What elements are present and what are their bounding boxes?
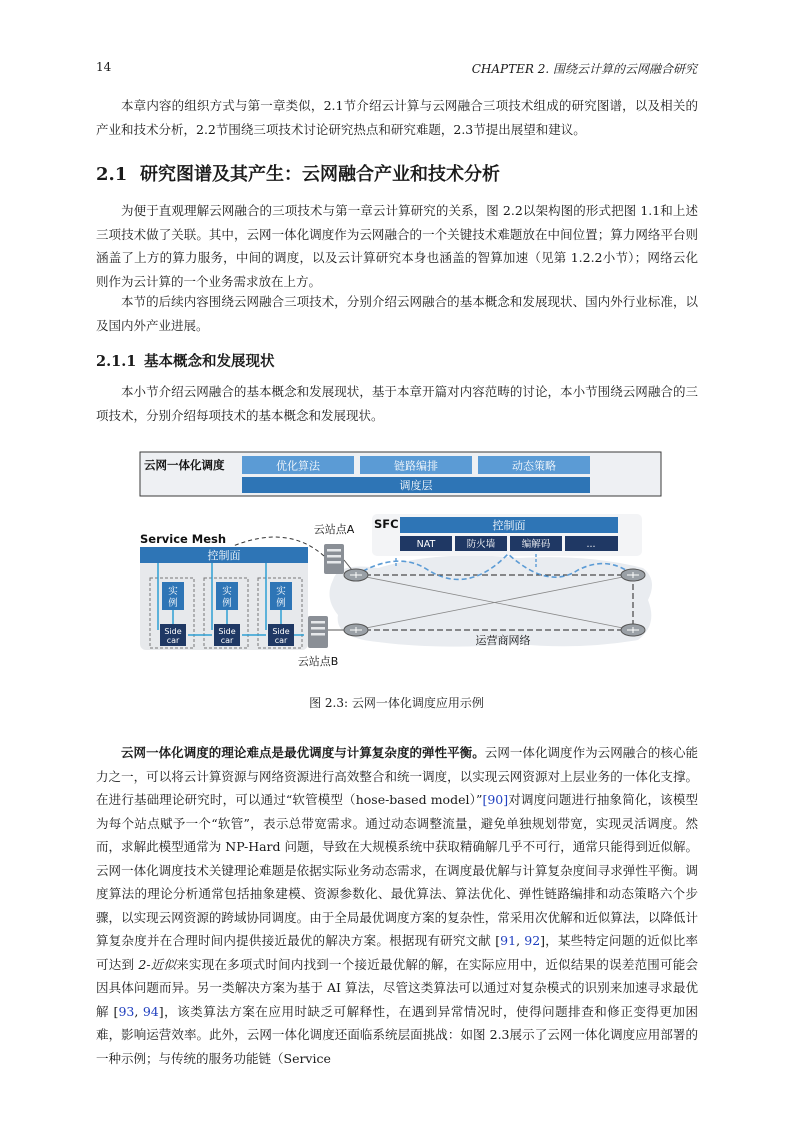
sfc-more-label: ... [586, 539, 596, 550]
server-b-icon [308, 616, 328, 648]
sfc-codec-label: 编解码 [521, 539, 551, 550]
citation-separator-2: , [134, 1003, 143, 1019]
router-icon-1 [344, 569, 368, 581]
top-box-3-label: 动态策略 [512, 459, 556, 473]
section-number: 2.1 [96, 164, 128, 185]
body-text-3: ，某些特定问题的近似比率可达到 [96, 933, 698, 972]
top-box-2-label: 链路编排 [394, 459, 438, 473]
router-icon-2 [621, 569, 645, 581]
section-heading [96, 160, 500, 186]
subsection-title: 基本概念和发展现状 [144, 353, 275, 370]
subsection-paragraph: 本小节介绍云网融合的基本概念和发展现状，基于本章开篇对内容范畴的讨论，本小节围绕云网融合的三项技术，分别介绍每项技术的基本概念和发展现状。 [96, 384, 698, 423]
network-cloud [329, 556, 652, 647]
server-a-icon [324, 544, 344, 574]
subsection-number: 2.1.1 [96, 353, 137, 370]
sfc-firewall-label: 防火墙 [466, 539, 496, 550]
service-mesh-title: Service Mesh [140, 532, 227, 546]
operator-network-label: 运营商网络 [475, 634, 531, 647]
section-title: 研究图谱及其产生：云网融合产业和技术分析 [140, 164, 500, 185]
citation-93[interactable]: 93 [118, 1003, 135, 1019]
body-text-4: 来实现在多项式时间内找到一个接近最优解的解，在实际应用中，近似结果的误差范围可能会因具体问题而异。另一类解决方案为基于 AI 算法，尽管这类算法可以通过对复杂模式的识别来加速寻求最优解 [96, 956, 698, 1019]
site-b-label: 云站点B [297, 655, 339, 668]
instance-3-label-a: 实 [276, 586, 286, 597]
sfc-title: SFC [374, 517, 399, 531]
chapter-title: CHAPTER 2. 围绕云计算的云网融合研究 [471, 62, 697, 76]
instance-2-label-a: 实 [222, 586, 232, 597]
sfc-control-plane-label: 控制面 [492, 519, 526, 532]
sfc-nat-label: NAT [416, 539, 436, 550]
scheduler-title: 云网一体化调度 [144, 458, 225, 472]
body-text-approx: 2-近似 [138, 956, 177, 972]
subsection-heading [96, 350, 275, 371]
body-paragraph: 云网一体化调度的理论难点是最优调度与计算复杂度的弹性平衡。云网一体化调度作为云网融合的核心能力之一，可以将云计算资源与网络资源进行高效整合和统一调度，以实现云网资源对上层业务的一体化支撑。在进行基础理论研究时，可以通过“软管模型（hose-based model）”[90]对调度问题进行抽象简化，该模型为每个站点赋予一个“软管”，表示总带宽需求。通过动态调整流量，避免单独规划带宽，实现灵活调度。然而，求解此模型通常为 NP-Hard 问题，导致在大规模系统中获取精确解几乎不可行，通常只能得到近似解。云网一体化调度技术关键理论难题是依据实际业务动态需求，在调度最优解与计算复杂度间寻求弹性平衡。调度算法的理论分析通常包括抽象建模、资源参数化、最优算法、算法优化、弹性链路编排和动态策略六个步骤，以实现云网资源的跨域协同调度。由于全局最优调度方案的复杂性，常采用次优解和近似算法，以降低计算复杂度并在合理时间内提供接近最优的解决方案。根据现有研究文献 [91, 92]，某些特定问题的近似比率可达到 2-近似来实现在多项式时间内找到一个接近最优解的解，在实际应用中，近似结果的误差范围可能会因具体问题而异。另一类解决方案为基于 AI 算法，尽管这类算法可以通过对复杂模式的识别来加速寻求最优解 [93, 94]，该类算法方案在应用时缺乏可解释性，在遇到异常情况时，使得问题排查和修正变得更加困难，影响运营效率。此外，云网一体化调度还面临系统层面挑战：如图 2.3展示了云网一体化调度应用部署的一种示例；与传统的服务功能链（Service [96, 745, 698, 1066]
site-a-label: 云站点A [313, 523, 355, 536]
sidecar-1-label-b: car [166, 636, 180, 645]
sidecar-3-label-b: car [274, 636, 288, 645]
body-text-2: 对调度问题进行抽象简化，该模型为每个站点赋予一个“软管”，表示总带宽需求。通过动态调整流量，避免单独规划带宽，实现灵活调度。然而，求解此模型通常为 NP-Hard 问题，导致在大规模系统中获取精确解几乎不可行，通常只能得到近似解。云网一体化调度技术关键理论难题是依据实际业务动态需求，在调度最优解与计算复杂度间寻求弹性平衡。调度算法的理论分析通常包括抽象建模、资源参数化、最优算法、算法优化、弹性链路编排和动态策略六个步骤，以实现云网资源的跨域协同调度。由于全局最优调度方案的复杂性，常采用次优解和近似算法，以降低计算复杂度并在合理时间内提供接近最优的解决方案。根据现有研究文献 [96, 792, 698, 948]
instance-1-label-a: 实 [168, 586, 178, 597]
body-text-1: 云网一体化调度作为云网融合的核心能力之一，可以将云计算资源与网络资源进行高效整合和统一调度，以实现云网资源对上层业务的一体化支撑。在进行基础理论研究时，可以通过“软管模型（hose-based model）” [96, 745, 698, 807]
page-header [96, 60, 697, 78]
intro-paragraph: 本章内容的组织方式与第一章类似，2.1节介绍云计算与云网融合三项技术组成的研究图谱，以及相关的产业和技术分析，2.2节围绕三项技术讨论研究热点和研究难题，2.3节提出展望和建议。 [96, 98, 698, 137]
router-icon-4 [621, 624, 645, 636]
sidecar-3-label-a: Side [272, 627, 290, 636]
instance-2-label-b: 例 [222, 598, 232, 609]
top-box-1-label: 优化算法 [276, 459, 320, 473]
router-icon-3 [344, 624, 368, 636]
figure-diagram [138, 450, 663, 678]
layer-label: 调度层 [399, 479, 433, 492]
section-paragraph-2: 本节的后续内容围绕云网融合三项技术，分别介绍云网融合的基本概念和发展现状、国内外行业标准，以及国内外产业进展。 [96, 294, 698, 333]
citation-90[interactable]: [90] [482, 792, 509, 807]
citation-92[interactable]: 92 [524, 933, 541, 948]
figure-caption: 图 2.3: 云网一体化调度应用示例 [309, 696, 484, 710]
sidecar-2-label-a: Side [218, 627, 236, 636]
citation-separator-1: , [516, 933, 525, 948]
sidecar-1-label-a: Side [164, 627, 182, 636]
citation-94[interactable]: 94 [142, 1003, 159, 1019]
citation-91[interactable]: 91 [500, 933, 517, 948]
body-lead: 云网一体化调度的理论难点是最优调度与计算复杂度的弹性平衡。 [121, 745, 485, 760]
sidecar-2-label-b: car [220, 636, 234, 645]
sm-control-plane-label: 控制面 [207, 549, 241, 562]
section-paragraph-1: 为便于直观理解云网融合的三项技术与第一章云计算研究的关系，图 2.2以架构图的形式把图 1.1和上述三项技术做了关联。其中，云网一体化调度作为云网融合的一个关键技术难题放在中间位置；算力网络平台则涵盖了上方的算力服务，中间的调度，以及云计算研究本身也涵盖的智算加速（见第 1.2.2小节）；网络云化则作为云计算的一个业务需求放在上方。 [96, 203, 698, 289]
instance-3-label-b: 例 [276, 598, 286, 609]
instance-1-label-b: 例 [168, 598, 178, 609]
page-number: 14 [96, 60, 112, 74]
body-text-5: ，该类算法方案在应用时缺乏可解释性，在遇到异常情况时，使得问题排查和修正变得更加困难，影响运营效率。此外，云网一体化调度还面临系统层面挑战：如图 2.3展示了云网一体化调度应用部署的一种示例；与传统的服务功能链（Service [96, 1003, 698, 1066]
